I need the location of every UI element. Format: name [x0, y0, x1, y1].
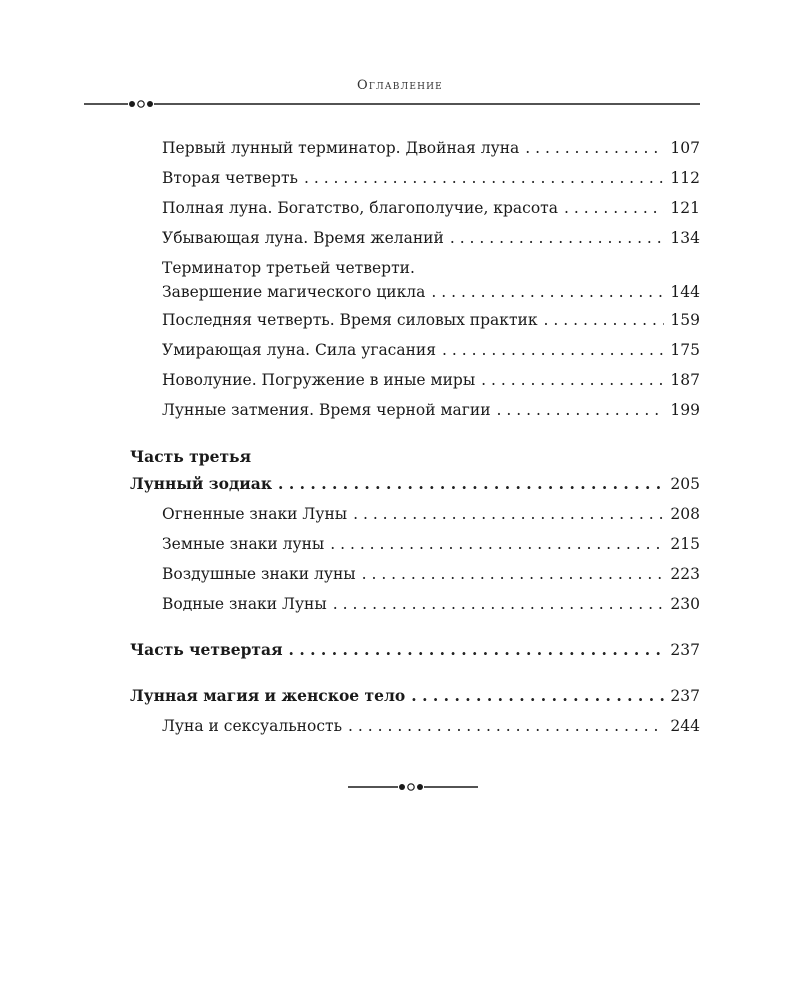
toc-entry-page: 208	[670, 505, 700, 523]
toc-entry-page: 205	[670, 475, 700, 493]
toc-entry-main[interactable]	[130, 635, 700, 665]
toc-entry-page: 223	[670, 565, 700, 583]
footer-ornament	[348, 780, 478, 794]
toc-entry-main[interactable]	[130, 469, 700, 499]
toc-entry-label: Лунные затмения. Время черной магии	[162, 401, 491, 419]
toc-entry-page: 230	[670, 595, 700, 613]
toc-entry[interactable]	[130, 335, 700, 365]
toc-entry-label: Часть четвертая	[130, 640, 283, 659]
toc-entry-label: Водные знаки Луны	[162, 595, 327, 613]
toc-entry[interactable]	[130, 395, 700, 425]
toc-leader-dots	[362, 559, 665, 589]
toc-leader-dots	[450, 223, 665, 253]
page-header-title: Оглавление	[357, 78, 443, 93]
toc-entry-label: Завершение магического цикла	[162, 283, 426, 301]
toc-entry-label: Луна и сексуальность	[162, 717, 343, 735]
toc-entry-page: 134	[670, 229, 700, 247]
toc-leader-dots	[333, 589, 665, 619]
toc-entry-main[interactable]	[130, 681, 700, 711]
toc-entry-label: Убывающая луна. Время желаний	[162, 229, 444, 247]
toc-leader-dots	[525, 133, 664, 163]
toc-leader-dots	[330, 529, 664, 559]
toc-leader-dots	[431, 279, 664, 305]
header-ornament-rule	[84, 97, 700, 111]
toc-entry[interactable]	[130, 279, 700, 305]
toc-entry-label: Лунная магия и женское тело	[130, 686, 406, 705]
toc-leader-dots	[564, 193, 664, 223]
toc-entry-page: 237	[670, 687, 700, 705]
toc-leader-dots	[348, 711, 664, 741]
toc-entry-page: 144	[670, 283, 700, 301]
toc-entry-page: 107	[670, 139, 700, 157]
toc-entry[interactable]	[130, 365, 700, 395]
toc-entry-label: Полная луна. Богатство, благополучие, красота	[162, 199, 558, 217]
toc-entry[interactable]	[130, 589, 700, 619]
toc-leader-dots	[278, 469, 664, 499]
toc-leader-dots	[289, 635, 665, 665]
table-of-contents	[130, 133, 700, 741]
toc-entry-label: Новолуние. Погружение в иные миры	[162, 371, 476, 389]
toc-leader-dots	[544, 305, 665, 335]
toc-entry-label: Лунный зодиак	[130, 474, 273, 493]
toc-leader-dots	[304, 163, 664, 193]
toc-entry-page: 215	[670, 535, 700, 553]
toc-leader-dots	[481, 365, 664, 395]
toc-entry-page: 199	[670, 401, 700, 419]
toc-entry[interactable]	[130, 305, 700, 335]
toc-entry-page: 112	[670, 169, 700, 187]
toc-entry-label: Огненные знаки Луны	[162, 505, 348, 523]
toc-entry-page: 121	[670, 199, 700, 217]
toc-entry-page: 237	[670, 641, 700, 659]
toc-entry-label: Воздушные знаки луны	[162, 565, 356, 583]
toc-entry[interactable]	[130, 529, 700, 559]
toc-entry[interactable]	[130, 193, 700, 223]
toc-entry[interactable]	[130, 559, 700, 589]
toc-leader-dots	[497, 395, 665, 425]
toc-entry-page: 159	[670, 311, 700, 329]
toc-entry[interactable]	[130, 711, 700, 741]
toc-entry[interactable]	[130, 499, 700, 529]
toc-entry-page: 175	[670, 341, 700, 359]
toc-entry-multiline-first[interactable]: Терминатор третьей четверти.	[162, 259, 415, 277]
toc-entry-page: 244	[670, 717, 700, 735]
toc-entry[interactable]	[130, 163, 700, 193]
toc-entry-label: Умирающая луна. Сила угасания	[162, 341, 437, 359]
part-heading: Часть третья	[130, 447, 252, 466]
toc-leader-dots	[442, 335, 664, 365]
toc-entry-label: Последняя четверть. Время силовых практик	[162, 311, 538, 329]
toc-entry-label: Земные знаки луны	[162, 535, 325, 553]
toc-leader-dots	[353, 499, 664, 529]
toc-entry-label: Вторая четверть	[162, 169, 298, 187]
toc-leader-dots	[411, 681, 664, 711]
toc-entry[interactable]	[130, 133, 700, 163]
toc-entry[interactable]	[130, 223, 700, 253]
toc-entry-label: Первый лунный терминатор. Двойная луна	[162, 139, 520, 157]
toc-entry-page: 187	[670, 371, 700, 389]
